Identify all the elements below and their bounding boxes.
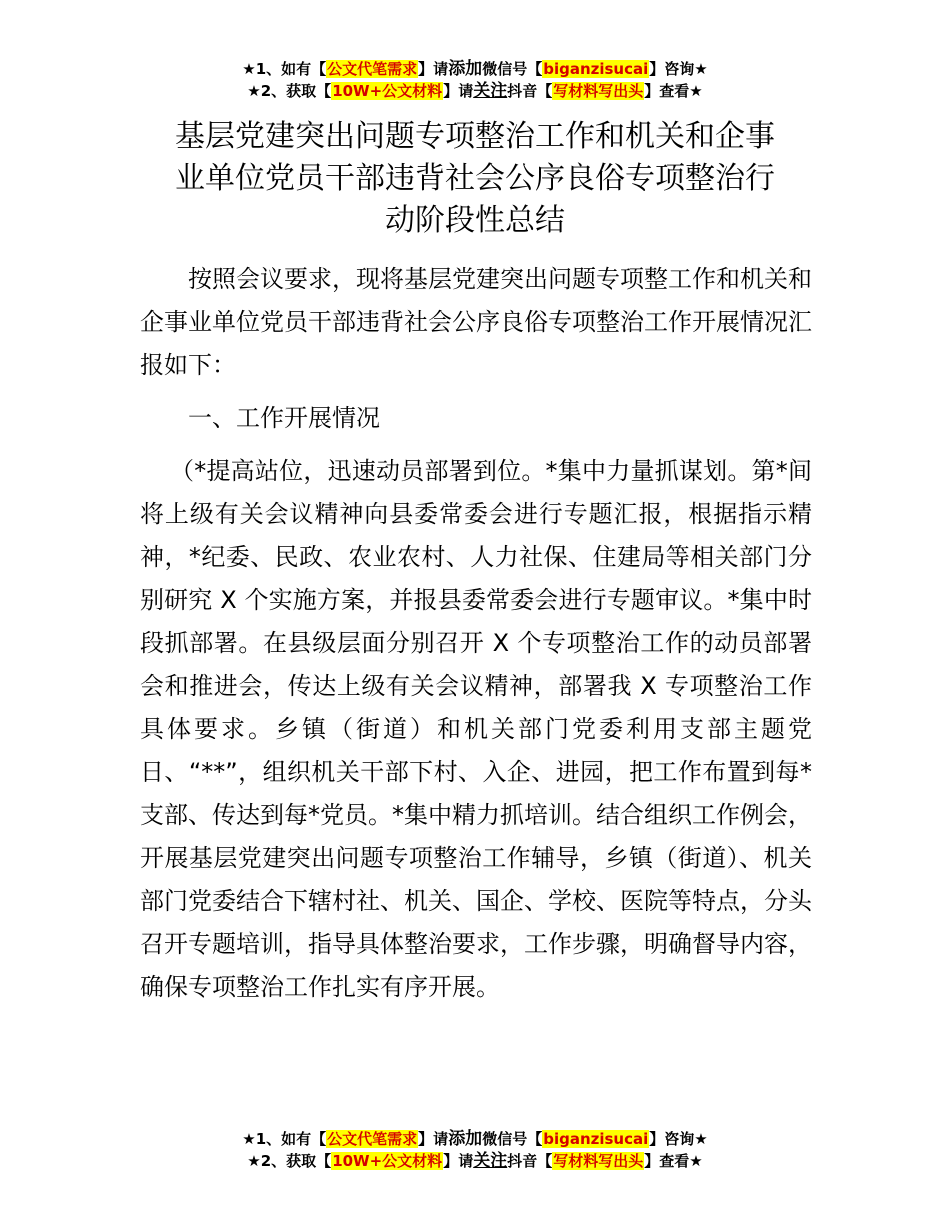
document-title bbox=[140, 116, 810, 242]
banner-highlight: 公文代笔需求 bbox=[327, 60, 418, 78]
banner-highlight: 公文代笔需求 bbox=[327, 1130, 418, 1148]
banner-text: ★1、如有【 bbox=[242, 1130, 327, 1148]
banner-text: ★2、获取【 bbox=[247, 1152, 332, 1170]
banner-douyin-name: 写材料写出头 bbox=[553, 1152, 644, 1170]
banner-text: 抖音【 bbox=[507, 82, 553, 100]
bottom-banner bbox=[0, 1128, 950, 1172]
banner-line-1 bbox=[0, 58, 950, 80]
section-paragraph: （*提高站位，迅速动员部署到位。*集中力量抓谋划。第*间将上级有关会议精神向县委常委会进行专题汇报，根据指示精神，*纪委、民政、农业农村、人力社保、住建局等相关部门分别研究 X 个实施方案，并报县委常委会进行专题审议。*集中时段抓部署。在县级层面分别召开 X 个专项整治工作的动员部署会和推进会，传达上级有关会议精神，部署我 X 专项整治工作具体要求。乡镇（街道）和机关部门党委利用支部主题党日、“**”，组织机关干部下村、入企、进园，把工作布置到每*支部、传达到每*党员。*集中精力抓培训。结合组织工作例会，开展基层党建突出问题专项整治工作辅导，乡镇（街道）、机关部门党委结合下辖村社、机关、国企、学校、医院等特点，分头召开专题培训，指导具体整治要求，工作步骤，明确督导内容，确保专项整治工作扎实有序开展。 bbox=[140, 457, 812, 1001]
banner-text: 微信号【 bbox=[482, 60, 543, 78]
banner-text: 】咨询★ bbox=[649, 1130, 708, 1148]
banner-text: 】请 bbox=[418, 60, 449, 78]
banner-line-2 bbox=[0, 80, 950, 102]
banner-text: 微信号【 bbox=[482, 1130, 543, 1148]
banner-text: 】咨询★ bbox=[649, 60, 708, 78]
banner-text: 】请 bbox=[418, 1130, 449, 1148]
intro-paragraph: 按照会议要求，现将基层党建突出问题专项整工作和机关和企事业单位党员干部违背社会公序良俗专项整治工作开展情况汇报如下： bbox=[140, 265, 812, 379]
top-banner bbox=[0, 58, 950, 102]
section-heading: 一、工作开展情况 bbox=[188, 404, 380, 432]
banner-highlight: 10W+公文材料 bbox=[332, 82, 443, 100]
banner-highlight: 10W+公文材料 bbox=[332, 1152, 443, 1170]
banner-line-1 bbox=[0, 1128, 950, 1150]
title-line: 基层党建突出问题专项整治工作和机关和企事 bbox=[175, 119, 775, 154]
banner-text: ★1、如有【 bbox=[242, 60, 327, 78]
banner-text: 】请 bbox=[443, 1152, 474, 1170]
banner-text: ★2、获取【 bbox=[247, 82, 332, 100]
banner-emphasis: 添加 bbox=[448, 1129, 483, 1149]
title-line: 业单位党员干部违背社会公序良俗专项整治行 bbox=[175, 161, 775, 196]
banner-emphasis: 关注 bbox=[473, 1151, 508, 1171]
banner-text: 】请 bbox=[443, 82, 474, 100]
title-line: 动阶段性总结 bbox=[385, 203, 565, 238]
banner-text: 】查看★ bbox=[644, 1152, 703, 1170]
banner-text: 】查看★ bbox=[644, 82, 703, 100]
banner-text: 抖音【 bbox=[507, 1152, 553, 1170]
banner-wechat-id: biganzisucai bbox=[543, 1130, 649, 1148]
banner-douyin-name: 写材料写出头 bbox=[553, 82, 644, 100]
banner-line-2 bbox=[0, 1150, 950, 1172]
banner-wechat-id: biganzisucai bbox=[543, 60, 649, 78]
banner-emphasis: 关注 bbox=[473, 81, 508, 101]
banner-emphasis: 添加 bbox=[448, 59, 483, 79]
